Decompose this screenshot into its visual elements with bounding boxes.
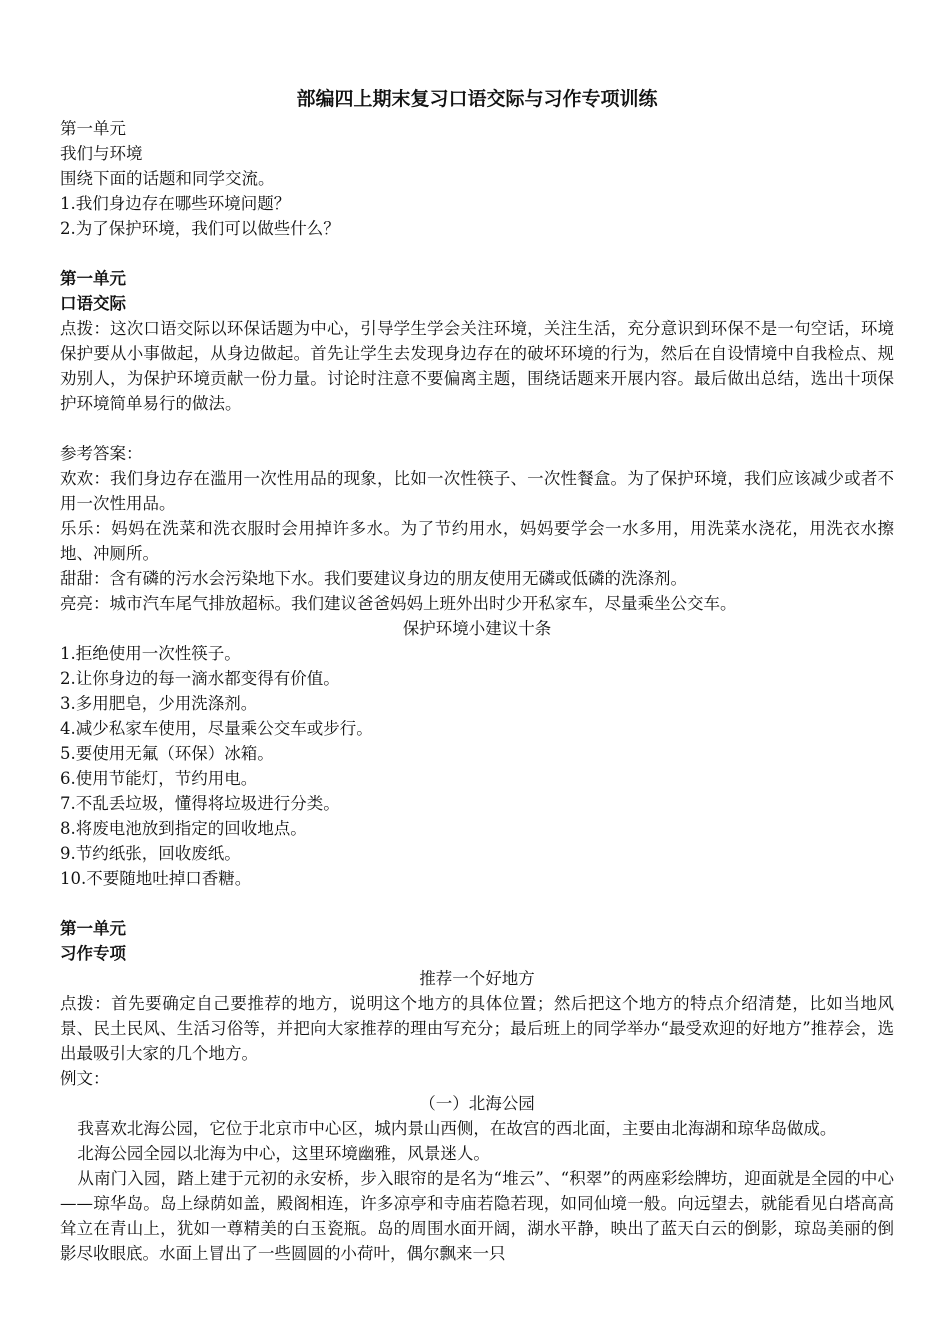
answer-item: 亮亮：城市汽车尾气排放超标。我们建议爸爸妈妈上班外出时少开私家车，尽量乘坐公交车。	[60, 594, 737, 613]
suggestion-item: 7.不乱丢垃圾，懂得将垃圾进行分类。	[60, 794, 340, 813]
unit-label: 第一单元	[60, 119, 126, 138]
section-environment-topic	[60, 116, 894, 241]
unit-heading: 第一单元	[60, 269, 126, 288]
suggestions-title: 保护环境小建议十条	[402, 619, 552, 638]
suggestion-item: 2.让你身边的每一滴水都变得有价值。	[60, 669, 340, 688]
essay-paragraph: 从南门入园，踏上建于元初的永安桥，步入眼帘的是名为“堆云”、“积翠”的两座彩绘牌坊，迎面就是全园的中心——琼华岛。岛上绿荫如盖，殿阁相连，许多凉亭和寺庙若隐若现，如同仙境一般。向远望去，就能看见白塔高高耸立在青山上，犹如一尊精美的白玉瓷瓶。岛的周围水面开阔，湖水平静，映出了蓝天白云的倒影，琼岛美丽的倒影尽收眼底。水面上冒出了一些圆圆的小荷叶，偶尔飘来一只	[60, 1169, 894, 1263]
section-heading: 习作专项	[60, 944, 126, 963]
suggestion-item: 6.使用节能灯，节约用电。	[60, 769, 258, 788]
essay-paragraph: 北海公园全园以北海为中心，这里环境幽雅，风景迷人。	[77, 1144, 490, 1163]
suggestion-item: 8.将废电池放到指定的回收地点。	[60, 819, 307, 838]
tip-paragraph: 点拨：这次口语交际以环保话题为中心，引导学生学会关注环境，关注生活，充分意识到环保不是一句空话，环境保护要从小事做起，从身边做起。首先让学生去发现身边存在的破坏环境的行为，然后在自设情境中自我检点、规劝别人，为保护环境贡献一份力量。讨论时注意不要偏离主题，围绕话题来开展内容。最后做出总结，选出十项保护环境简单易行的做法。	[60, 319, 894, 413]
suggestions-list	[60, 641, 894, 891]
suggestion-item: 1.拒绝使用一次性筷子。	[60, 644, 241, 663]
question-item: 2.为了保护环境，我们可以做些什么？	[60, 219, 340, 238]
unit-heading: 第一单元	[60, 919, 126, 938]
suggestion-item: 9.节约纸张，回收废纸。	[60, 844, 241, 863]
question-item: 1.我们身边存在哪些环境问题？	[60, 194, 291, 213]
essay-paragraph: 我喜欢北海公园，它位于北京市中心区，城内景山西侧，在故宫的西北面，主要由北海湖和琼华岛做成。	[77, 1119, 837, 1138]
suggestion-item: 4.减少私家车使用，尽量乘公交车或步行。	[60, 719, 373, 738]
spacer	[60, 416, 894, 441]
document-page	[60, 86, 894, 1266]
suggestion-item: 10.不要随地吐掉口香糖。	[60, 869, 252, 888]
example-label: 例文：	[60, 1069, 110, 1088]
suggestion-item: 5.要使用无氟（环保）冰箱。	[60, 744, 274, 763]
section-writing	[60, 916, 894, 1266]
tip-paragraph: 点拨：首先要确定自己要推荐的地方，说明这个地方的具体位置；然后把这个地方的特点介绍清楚，比如当地风景、民土民风、生活习俗等，并把向大家推荐的理由写充分；最后班上的同学举办“最受欢迎的好地方”推荐会，选出最吸引大家的几个地方。	[60, 994, 894, 1063]
spacer	[60, 891, 894, 916]
answer-item: 甜甜：含有磷的污水会污染地下水。我们要建议身边的朋友使用无磷或低磷的洗涤剂。	[60, 569, 687, 588]
answer-item: 欢欢：我们身边存在滥用一次性用品的现象，比如一次性筷子、一次性餐盒。为了保护环境，我们应该减少或者不用一次性用品。	[60, 469, 894, 513]
answer-label: 参考答案：	[60, 444, 143, 463]
suggestion-item: 3.多用肥皂，少用洗涤剂。	[60, 694, 258, 713]
document-title: 部编四上期末复习口语交际与习作专项训练	[296, 88, 658, 110]
answer-item: 乐乐：妈妈在洗菜和洗衣服时会用掉许多水。为了节约用水，妈妈要学会一水多用，用洗菜水浇花，用洗衣水擦地、冲厕所。	[60, 519, 894, 563]
section-oral-communication	[60, 266, 894, 891]
essay-title: 推荐一个好地方	[419, 969, 535, 988]
example-title: （一）北海公园	[419, 1094, 535, 1113]
spacer	[60, 241, 894, 266]
topic-intro: 围绕下面的话题和同学交流。	[60, 169, 275, 188]
section-heading: 口语交际	[60, 294, 126, 313]
topic-label: 我们与环境	[60, 144, 143, 163]
